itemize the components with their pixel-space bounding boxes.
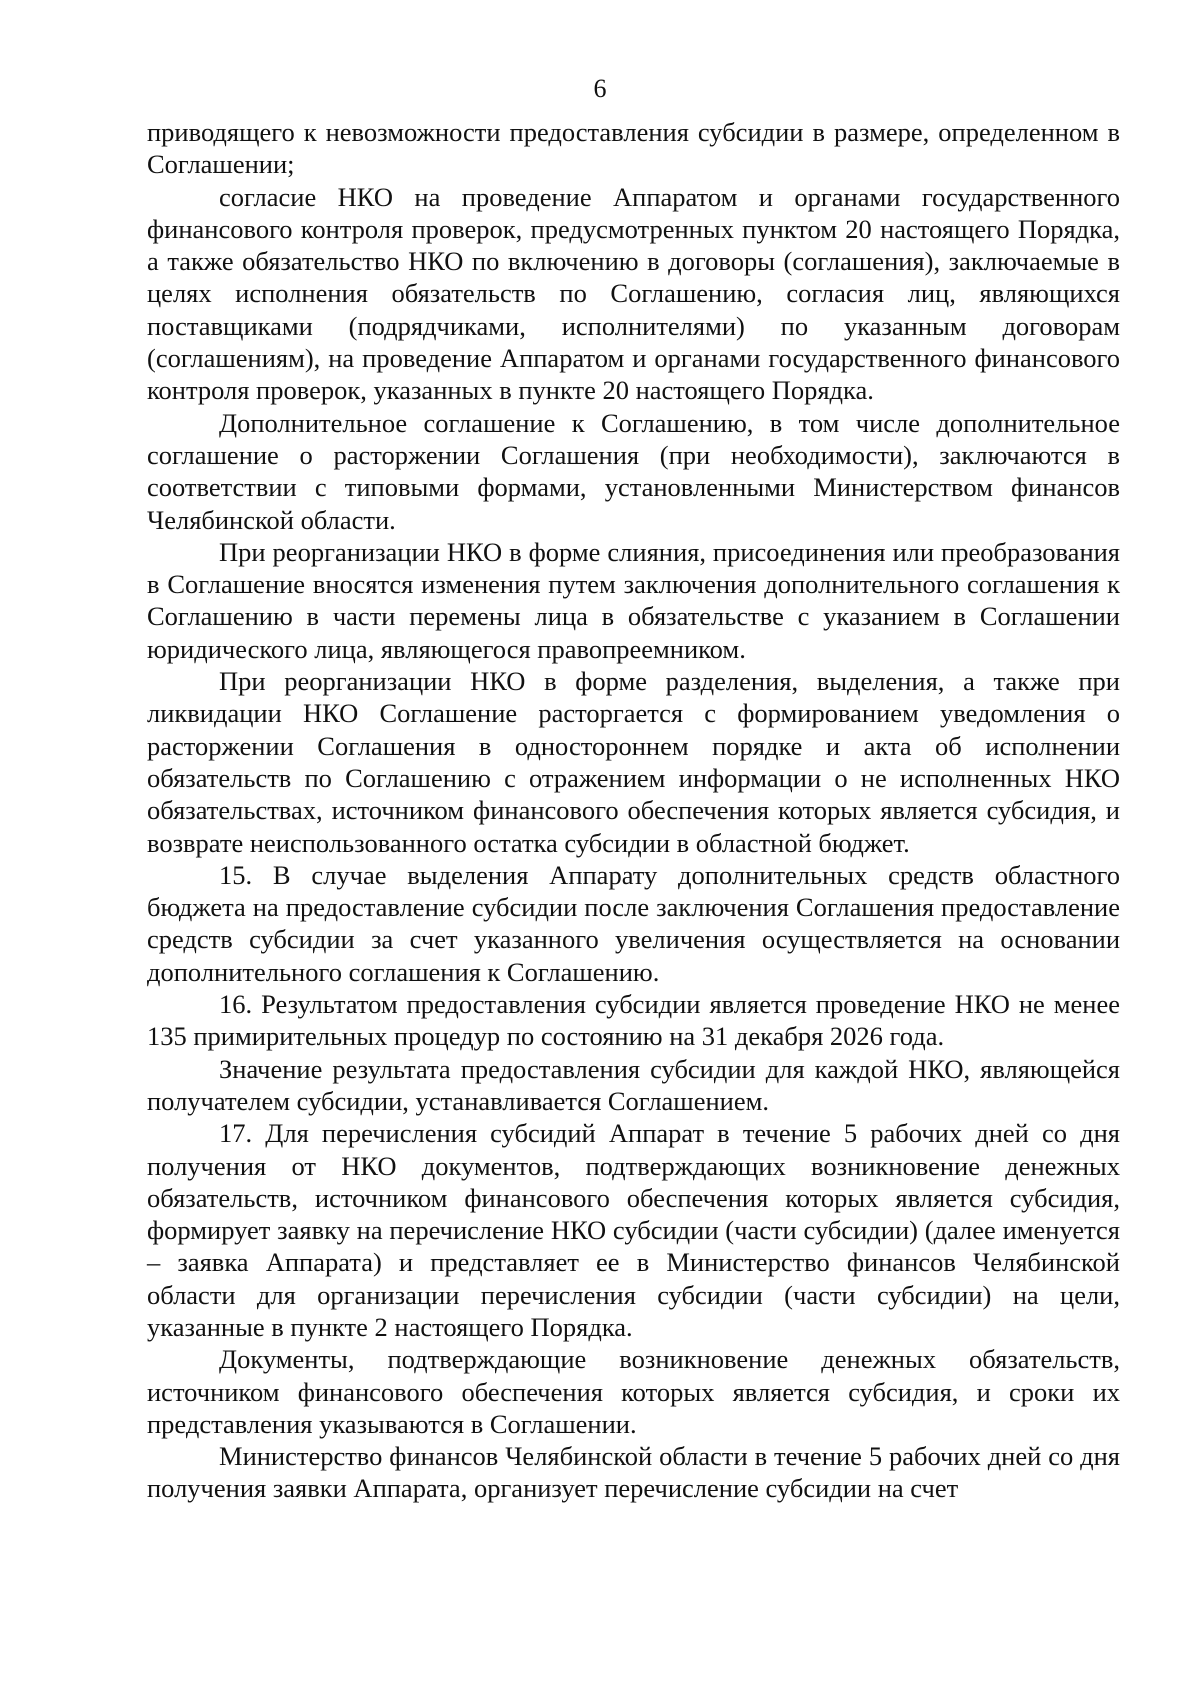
paragraph-ministry-transfer: Министерство финансов Челябинской области в течение 5 рабочих дней со дня получения заявки Аппарата, организует перечисление субсидии на счет xyxy=(147,1441,1120,1504)
paragraph-reorganization-merger: При реорганизации НКО в форме слияния, присоединения или преобразования в Соглашение вносятся изменения путем заключения дополнительного соглашения к Соглашению в части перемены лица в обязательстве с указанием в Соглашении юридического лица, являющегося правопреемником. xyxy=(147,536,1120,664)
paragraph-clause-17: 17. Для перечисления субсидий Аппарат в течение 5 рабочих дней со дня получения от НКО документов, подтверждающих возникновение денежных обязательств, источником финансового обеспечения которых является субсидия, формирует заявку на перечисление НКО субсидии (части субсидии) (далее именуется – заявка Аппарата) и представляет ее в Министерство финансов Челябинской области для организации перечисления субсидии (части субсидии) на цели, указанные в пункте 2 настоящего Порядка. xyxy=(147,1118,1120,1342)
paragraph-continuation: приводящего к невозможности предоставления субсидии в размере, определенном в Соглашении; xyxy=(147,117,1120,180)
paragraph-additional-agreement: Дополнительное соглашение к Соглашению, в том числе дополнительное соглашение о расторжении Соглашения (при необходимости), заключаются в соответствии с типовыми формами, установленными Министерством финансов Челябинской области. xyxy=(147,407,1120,535)
page-number: 6 xyxy=(593,74,607,103)
document-body xyxy=(147,116,1120,1505)
paragraph-clause-16: 16. Результатом предоставления субсидии является проведение НКО не менее 135 примирительных процедур по состоянию на 31 декабря 2026 года. xyxy=(147,989,1120,1052)
paragraph-consent-checks: согласие НКО на проведение Аппаратом и органами государственного финансового контроля проверок, предусмотренных пунктом 20 настоящего Порядка, а также обязательство НКО по включению в договоры (соглашения), заключаемые в целях исполнения обязательств по Соглашению, согласия лиц, являющихся поставщиками (подрядчиками, исполнителями) по указанным договорам (соглашениям), на проведение Аппаратом и органами государственного финансового контроля проверок, указанных в пункте 20 настоящего Порядка. xyxy=(147,181,1120,406)
paragraph-reorganization-division: При реорганизации НКО в форме разделения, выделения, а также при ликвидации НКО Соглашение расторгается с формированием уведомления о расторжении Соглашения в одностороннем порядке и акта об исполнении обязательств по Соглашению с отражением информации о не исполненных НКО обязательствах, источником финансового обеспечения которых является субсидия, и возврате неиспользованного остатка субсидии в областной бюджет. xyxy=(147,666,1120,858)
paragraph-clause-15: 15. В случае выделения Аппарату дополнительных средств областного бюджета на предоставление субсидии после заключения Соглашения предоставление средств субсидии за счет указанного увеличения осуществляется на основании дополнительного соглашения к Соглашению. xyxy=(147,859,1120,987)
paragraph-documents: Документы, подтверждающие возникновение денежных обязательств, источником финансового обеспечения которых является субсидия, и сроки их представления указываются в Соглашении. xyxy=(147,1344,1120,1439)
paragraph-result-value: Значение результата предоставления субсидии для каждой НКО, являющейся получателем субсидии, устанавливается Соглашением. xyxy=(147,1053,1120,1116)
